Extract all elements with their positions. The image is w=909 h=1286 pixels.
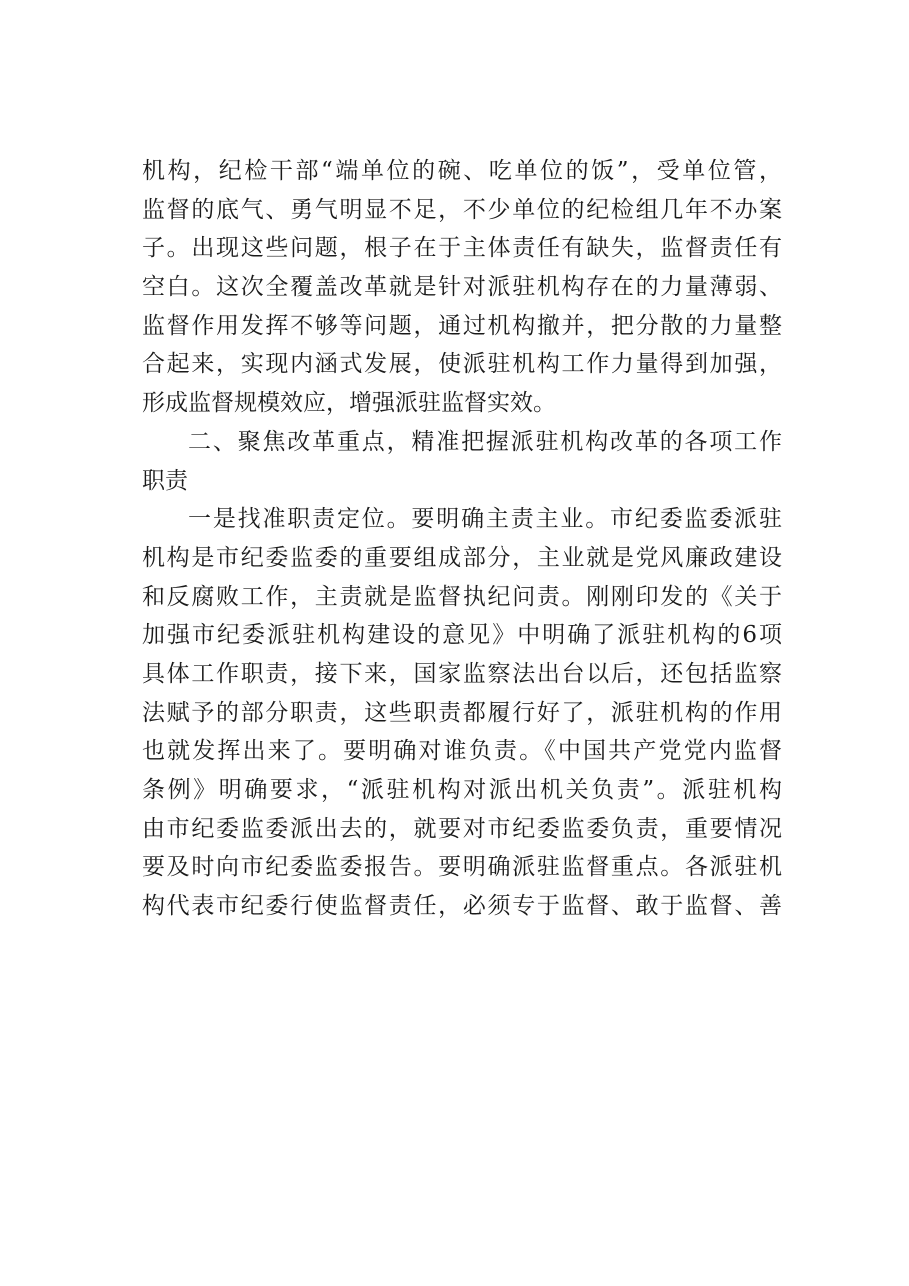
- text-line: 一是找准职责定位。要明确主责主业。市纪委监委派驻: [188, 506, 782, 533]
- text-line: 和反腐败工作，主责就是监督执纪问责。刚刚印发的《关于: [142, 583, 782, 610]
- paragraph-1: [142, 152, 782, 423]
- document-body: [142, 152, 782, 926]
- text-line: 构代表市纪委行使监督责任，必须专于监督、敢于监督、善: [142, 893, 782, 920]
- text-line: 条例》明确要求，“派驻机构对派出机关负责”。派驻机构: [142, 777, 782, 803]
- text-line: 合起来，实现内涵式发展，使派驻机构工作力量得到加强，: [142, 351, 782, 378]
- text-line: 空白。这次全覆盖改革就是针对派驻机构存在的力量薄弱、: [142, 274, 782, 301]
- text-line: 由市纪委监委派出去的，就要对市纪委监委负责，重要情况: [142, 815, 782, 842]
- paragraph-2: [142, 500, 782, 926]
- text-line: 具体工作职责，接下来，国家监察法出台以后，还包括监察: [142, 660, 782, 687]
- text-line: 监督作用发挥不够等问题，通过机构撤并，把分散的力量整: [142, 312, 782, 339]
- text-line: 形成监督规模效应，增强派驻监督实效。: [142, 390, 556, 417]
- text-line: 机构，纪检干部“端单位的碗、吃单位的饭”，受单位管，: [142, 158, 782, 184]
- text-line: 机构是市纪委监委的重要组成部分，主业就是党风廉政建设: [142, 544, 782, 571]
- text-line: 加强市纪委派驻机构建设的意见》中明确了派驻机构的6项: [142, 622, 782, 649]
- heading-line: 二、聚焦改革重点，精准把握派驻机构改革的各项工作: [188, 428, 782, 455]
- text-line: 要及时向市纪委监委报告。要明确派驻监督重点。各派驻机: [142, 854, 782, 881]
- heading-line: 职责: [142, 467, 188, 494]
- text-line: 法赋予的部分职责，这些职责都履行好了，派驻机构的作用: [142, 699, 782, 726]
- section-heading-2: [142, 423, 782, 500]
- text-line: 监督的底气、勇气明显不足，不少单位的纪检组几年不办案: [142, 196, 782, 223]
- text-line: 也就发挥出来了。要明确对谁负责。《中国共产党党内监督: [142, 738, 782, 765]
- text-line: 子。出现这些问题，根子在于主体责任有缺失，监督责任有: [142, 235, 782, 262]
